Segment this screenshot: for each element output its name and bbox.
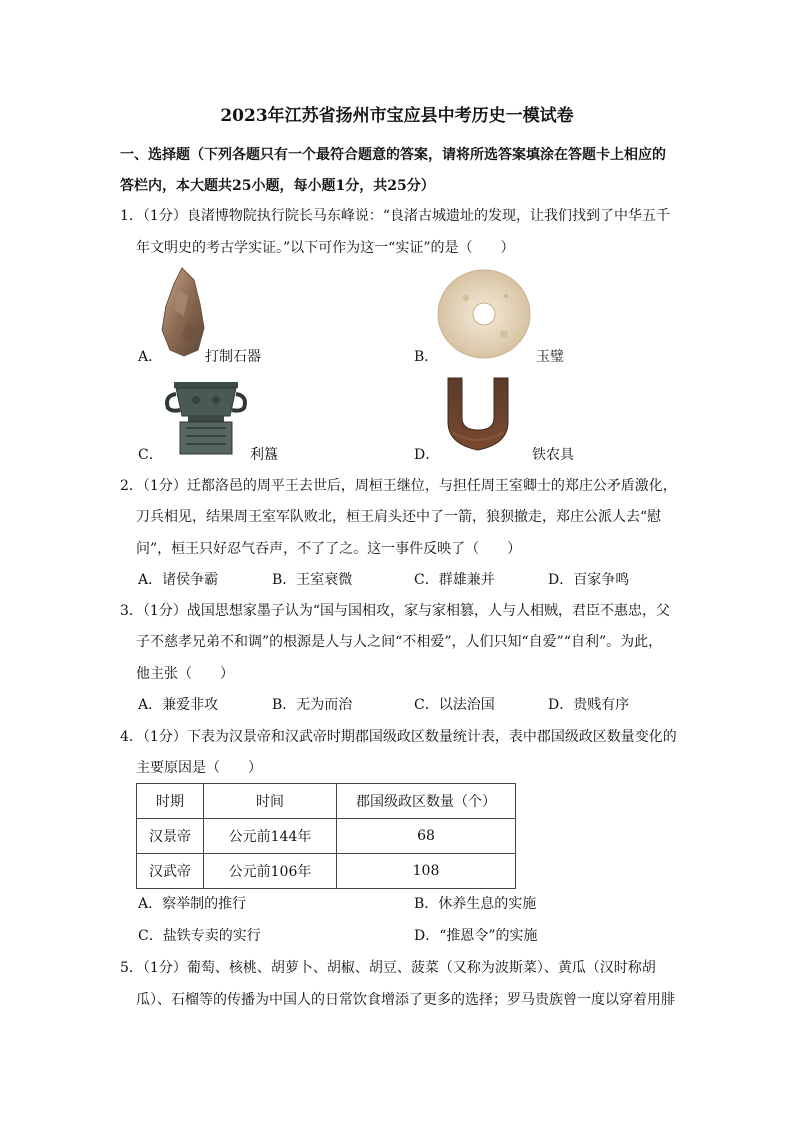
q2-option-c: C．群雄兼并 — [414, 572, 495, 588]
table-row — [137, 819, 516, 854]
q1-option-c-letter: C． — [138, 447, 163, 463]
q3-option-b: B．无为而治 — [272, 697, 353, 713]
q1-option-c-caption: 利簋 — [250, 447, 278, 463]
q1-option-a-letter: A． — [138, 349, 163, 365]
q3-line3: 他主张（ ） — [136, 666, 234, 682]
table-row — [137, 854, 516, 889]
table-header-row — [137, 784, 516, 819]
q4-option-c: C．盐铁专卖的实行 — [138, 928, 261, 944]
q1-option-d-caption: 铁农具 — [532, 447, 574, 463]
q4-option-b: B．休养生息的实施 — [414, 896, 537, 912]
q2-line2: 刀兵相见，结果周王室军队败北，桓王肩头还中了一箭，狼狈撤走，郑庄公派人去“慰 — [136, 509, 662, 525]
q1-option-d-letter: D． — [414, 447, 440, 463]
table-cell: 公元前144年 — [204, 819, 337, 854]
q2-line1: 2．（1分）迁都洛邑的周平王去世后，周桓王继位，与担任周王室卿士的郑庄公矛盾激化， — [120, 478, 677, 494]
section-heading-line2: 答栏内，本大题共25小题，每小题1分，共25分） — [120, 178, 435, 194]
q2-line3: 问”，桓王只好忍气吞声，不了了之。这一事件反映了（ ） — [136, 541, 522, 557]
table-header-cell: 郡国级政区数量（个） — [337, 784, 516, 819]
q1-line2: 年文明史的考古学实证。”以下可作为这一“实证”的是（ ） — [136, 240, 515, 256]
stone-tool-image — [160, 266, 206, 358]
page-title: 2023年江苏省扬州市宝应县中考历史一模试卷 — [220, 106, 574, 126]
q4-option-d: D．“推恩令”的实施 — [414, 928, 538, 944]
q3-option-d: D．贵贱有序 — [548, 697, 630, 713]
q5-line2: 瓜）、石榴等的传播为中国人的日常饮食增添了更多的选择；罗马贵族曾一度以穿着用腓 — [136, 992, 675, 1008]
table-cell: 108 — [337, 854, 516, 889]
q2-option-a: A．诸侯争霸 — [138, 572, 219, 588]
q1-line1: 1．（1分）良渚博物院执行院长马东峰说：“良渚古城遗址的发现，让我们找到了中华五千 — [120, 208, 670, 224]
q1-option-b-caption: 玉璧 — [536, 349, 564, 365]
q5-line1: 5．（1分）葡萄、核桃、胡萝卜、胡椒、胡豆、菠菜（又称为波斯菜）、黄瓜（汉时称胡 — [120, 960, 656, 976]
table-header-cell: 时期 — [137, 784, 204, 819]
iron-farm-tool-image — [438, 374, 518, 454]
jade-bi-disc-image — [436, 268, 532, 360]
q1-option-a-caption: 打制石器 — [205, 349, 261, 365]
table-cell: 公元前106年 — [204, 854, 337, 889]
q4-option-a: A．察举制的推行 — [138, 896, 247, 912]
table-header-cell: 时间 — [204, 784, 337, 819]
q3-line2: 子不慈孝兄弟不和调”的根源是人与人之间“不相爱”，人们只知“自爱”“自利”。为此， — [136, 634, 663, 650]
q3-line1: 3．（1分）战国思想家墨子认为“国与国相攻，家与家相篡，人与人相贼，君臣不惠忠，父 — [120, 603, 670, 619]
table-cell: 汉景帝 — [137, 819, 204, 854]
q3-option-c: C．以法治国 — [414, 697, 495, 713]
q3-option-a: A．兼爱非攻 — [138, 697, 219, 713]
q1-option-b-letter: B． — [414, 349, 439, 365]
q4-line1: 4．（1分）下表为汉景帝和汉武帝时期郡国级政区数量统计表，表中郡国级政区数量变化的 — [120, 729, 677, 745]
table-cell: 汉武帝 — [137, 854, 204, 889]
q2-option-d: D．百家争鸣 — [548, 572, 630, 588]
section-heading-line1: 一、选择题（下列各题只有一个最符合题意的答案，请将所选答案填涂在答题卡上相应的 — [120, 147, 666, 163]
q2-option-b: B．王室衰微 — [272, 572, 353, 588]
district-count-table — [136, 783, 516, 889]
bronze-gui-vessel-image — [164, 376, 248, 456]
table-cell: 68 — [337, 819, 516, 854]
q4-line2: 主要原因是（ ） — [136, 760, 262, 776]
